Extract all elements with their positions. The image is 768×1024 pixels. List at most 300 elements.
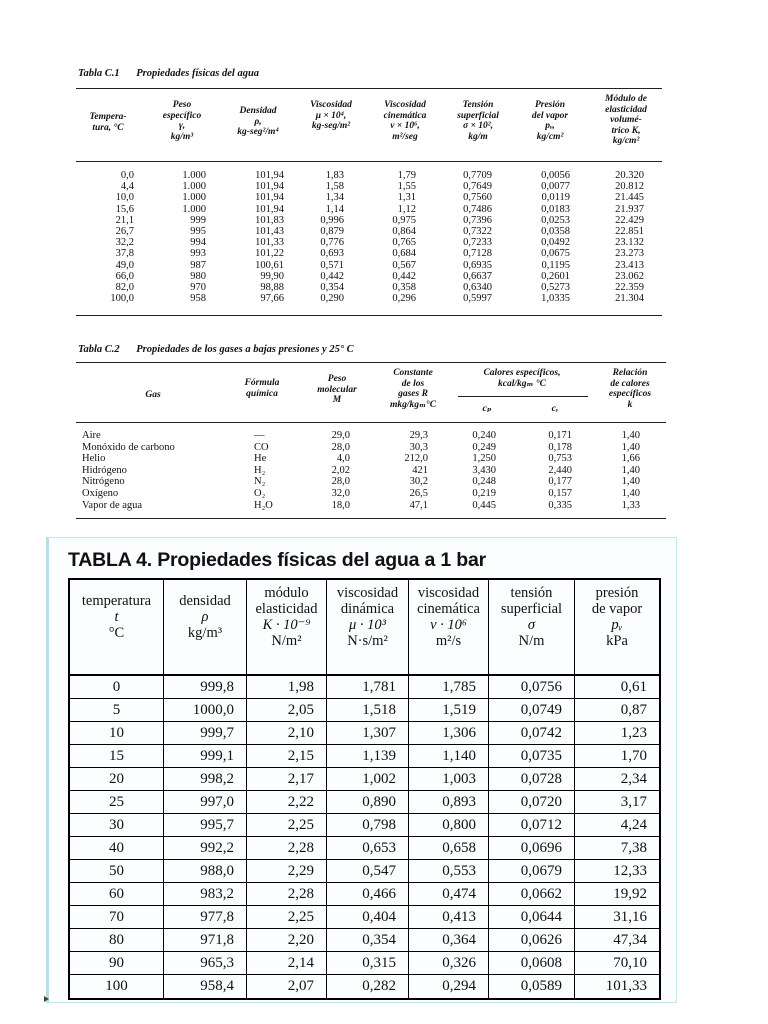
table-cell: 958,4: [164, 975, 247, 998]
table-cell: 0,7649: [463, 181, 492, 193]
table-cell: 2,14: [247, 952, 327, 974]
table-cell: 0,282: [327, 975, 409, 998]
table-cell: 958: [190, 293, 206, 305]
header-line: γ,: [178, 121, 186, 131]
table-cell: 977,8: [164, 906, 247, 928]
table-cell: 0,61: [620, 679, 647, 695]
table-cell: 0,776: [320, 237, 344, 249]
table-cell: 22.359: [615, 282, 644, 293]
table-cell: 101,33: [605, 978, 647, 994]
table-cell: 0,474: [409, 883, 489, 905]
table-cell: 20: [70, 768, 164, 790]
table-row: [70, 860, 659, 883]
table-cell: 4,24: [620, 817, 647, 833]
table-cell: Hidrógeno: [82, 464, 127, 476]
table-cell: 1.000: [182, 181, 206, 193]
table-cell: 0,7560: [463, 192, 492, 204]
table-row: [70, 975, 659, 998]
table-cell: Helio: [82, 453, 106, 465]
header-line: cinemática: [383, 110, 427, 121]
table-cell: 50: [70, 860, 164, 882]
table-cell: 0,975: [392, 214, 416, 226]
table-cell: 0,0644: [489, 906, 575, 928]
tabla-c1-header-cell: [588, 94, 664, 147]
table-cell: 0,442: [320, 270, 344, 282]
table-row: [70, 883, 659, 906]
table-row: [70, 952, 659, 975]
table-cell: 5: [70, 699, 164, 721]
header-line: ν × 10⁶,: [390, 121, 420, 131]
table-cell: 0,0720: [489, 791, 575, 813]
table-cell: 999: [190, 214, 206, 226]
table-cell: 999,1: [164, 745, 247, 767]
table-cell: 2,17: [247, 768, 327, 790]
table-cell: 0,0662: [489, 883, 575, 905]
tabla-4-header-cell: [575, 580, 659, 674]
table-cell: 1,40: [621, 441, 640, 453]
header-line: Viscosidad: [384, 100, 426, 110]
table-cell: 997,0: [164, 791, 247, 813]
table-cell: 0,0358: [541, 226, 570, 237]
table-cell: Monóxido de carbono: [82, 441, 175, 453]
table-cell: 0,879: [320, 226, 344, 237]
table-cell: 26,5: [409, 488, 428, 499]
header-line: elasticidad: [605, 104, 647, 115]
table-cell: 0,364: [409, 929, 489, 951]
header-line: kg/m: [468, 131, 488, 142]
table-row: [76, 248, 662, 259]
table-cell: 0,996: [320, 214, 344, 226]
table-cell: 1,14: [325, 203, 344, 215]
table-cell: 101,83: [255, 214, 284, 226]
table-cell: 1,306: [409, 722, 489, 744]
header-line: σ × 10²,: [462, 121, 493, 131]
table-cell: 15: [70, 745, 164, 767]
table-row: [76, 226, 662, 237]
header-line: del vapor: [531, 110, 569, 121]
table-cell: 1,0335: [541, 293, 570, 305]
table-cell: 0,296: [392, 293, 416, 305]
table-cell: 421: [412, 464, 428, 476]
table-cell: 21.304: [615, 293, 644, 305]
table-cell: 0,0: [120, 170, 134, 181]
table-row: [76, 181, 662, 192]
table-cell: 60: [70, 883, 164, 905]
table-cell: 29,0: [331, 430, 350, 441]
table-cell: 1,781: [327, 676, 409, 698]
table-cell: 1,98: [247, 676, 327, 698]
table-cell: 2,07: [247, 975, 327, 998]
tabla-c1-header-cell: [514, 100, 586, 142]
table-cell: 0,0696: [489, 837, 575, 859]
table-cell: 80: [70, 929, 164, 951]
header-line: presión: [595, 585, 639, 601]
header-line: Constante: [393, 368, 433, 378]
table-cell: 0,753: [548, 453, 572, 465]
tabla-4-grid: [68, 578, 661, 1000]
table-cell: 0,0056: [541, 170, 570, 181]
table-cell: 23.273: [615, 248, 644, 260]
table-cell: 21.445: [615, 192, 644, 204]
table-cell: H₂O: [254, 499, 273, 511]
header-line: volumé-: [610, 115, 642, 125]
table-cell: 1,518: [327, 699, 409, 721]
table-cell: 82,0: [115, 282, 134, 293]
header-unit: N/m²: [271, 633, 302, 649]
header-unit: m²/s: [435, 633, 462, 649]
table-cell: 0,354: [327, 929, 409, 951]
table-cell: 1,40: [621, 476, 640, 488]
tabla-c1-header-cell: [294, 100, 368, 132]
table-cell: 1,250: [472, 453, 496, 465]
table-cell: 20.812: [615, 181, 644, 193]
table-cell: 21.937: [615, 203, 644, 215]
table-cell: 1,003: [409, 768, 489, 790]
header-line: k: [627, 399, 633, 410]
table-cell: 2,440: [548, 464, 572, 476]
table-cell: 980: [190, 270, 206, 282]
table-cell: 90: [70, 952, 164, 974]
table-cell: 0,354: [320, 282, 344, 293]
header-line: módulo: [264, 585, 309, 601]
table-cell: 995,7: [164, 814, 247, 836]
table-cell: 23.413: [615, 259, 644, 271]
table-cell: 25: [70, 791, 164, 813]
table-cell: 2,28: [247, 837, 327, 859]
header-line: elasticidad: [255, 601, 318, 617]
table-cell: 0,7233: [463, 237, 492, 249]
header-line: viscosidad: [336, 585, 399, 601]
table-cell: 998,2: [164, 768, 247, 790]
table-cell: 1,23: [620, 725, 647, 741]
table-cell: 7,38: [620, 840, 647, 856]
table-cell: 0,294: [409, 975, 489, 998]
header-line: Fórmula: [244, 378, 280, 388]
table-row: [78, 430, 666, 441]
table-cell: 0,0728: [489, 768, 575, 790]
table-cell: 0,0742: [489, 722, 575, 744]
header-symbol: t: [114, 609, 119, 625]
table-row: [70, 745, 659, 768]
table-cell: 23.132: [615, 237, 644, 249]
header-unit: kg/m³: [187, 625, 223, 641]
header-line: densidad: [179, 593, 231, 609]
table-cell: 1.000: [182, 170, 206, 181]
header-line: específico: [162, 110, 202, 121]
table-cell: 1,12: [397, 203, 416, 215]
table-cell: 0,442: [392, 270, 416, 282]
header-unit: N·s/m²: [347, 633, 388, 649]
table-cell: 0,248: [472, 476, 496, 488]
table-row: [76, 192, 662, 203]
table-cell: 99,90: [260, 270, 284, 282]
header-line: de vapor: [591, 601, 643, 617]
table-row: [76, 271, 662, 282]
table-cell: 66,0: [115, 270, 134, 282]
header-line: dinámica: [340, 601, 395, 617]
table-cell: 0,0492: [541, 237, 570, 249]
table-cell: 0,6935: [463, 259, 492, 271]
header-line: Tempera-: [89, 112, 127, 122]
table-cell: 101,43: [255, 226, 284, 237]
header-line: Viscosidad: [310, 100, 352, 110]
table-row: [76, 282, 662, 293]
corner-mark: [44, 996, 49, 1002]
table-cell: 3,430: [472, 464, 496, 476]
table-cell: 101,94: [255, 170, 284, 181]
table-cell: 0,798: [327, 814, 409, 836]
table-cell: 3,17: [620, 794, 647, 810]
table-cell: 2,29: [247, 860, 327, 882]
table-cell: 0,547: [327, 860, 409, 882]
table-cell: 0,171: [548, 430, 572, 441]
table-cell: 10,0: [115, 192, 134, 204]
header-line: kg-seg²/m⁴: [237, 127, 279, 137]
table-cell: 2,25: [247, 906, 327, 928]
table-cell: 0: [70, 676, 164, 698]
table-cell: 0,0626: [489, 929, 575, 951]
header-line: Densidad: [239, 106, 277, 116]
table-cell: 970: [190, 282, 206, 293]
table-cell: 0,0712: [489, 814, 575, 836]
table-cell: 19,92: [613, 886, 647, 902]
tabla-c2-bottom-rule: [76, 518, 666, 519]
header-line: m²/seg: [392, 131, 418, 142]
table-row: [70, 906, 659, 929]
header-line: química: [246, 388, 278, 399]
tabla-c2-top-rule: [76, 362, 666, 363]
table-cell: 28,0: [331, 441, 350, 453]
tabla-c2-header-relacion: [594, 368, 666, 410]
table-cell: 0,0253: [541, 214, 570, 226]
table-cell: 0,0119: [541, 192, 570, 204]
tabla-4-header-cell: [70, 580, 164, 674]
header-line: kg/cm²: [612, 136, 640, 146]
header-line: trico K,: [611, 125, 641, 136]
table-cell: 23.062: [615, 270, 644, 282]
table-cell: 101,94: [255, 203, 284, 215]
table-cell: 1,002: [327, 768, 409, 790]
table-row: [76, 237, 662, 248]
table-cell: 0,653: [327, 837, 409, 859]
table-cell: 1,70: [620, 748, 647, 764]
table-cell: 47,1: [409, 499, 428, 511]
header-line: Peso: [327, 374, 347, 384]
tabla-4-title: TABLA 4. Propiedades físicas del agua a 1 bar: [68, 549, 486, 571]
tabla-c1-caption: Propiedades físicas del agua: [136, 68, 260, 79]
table-cell: 0,800: [409, 814, 489, 836]
header-line: molecular: [317, 384, 357, 395]
header-line: Presión: [534, 100, 566, 110]
table-row: [76, 170, 662, 181]
table-cell: 0,290: [320, 293, 344, 305]
table-cell: 1,31: [397, 192, 416, 204]
table-cell: 1,307: [327, 722, 409, 744]
tabla-c2-header-cp: cₚ: [482, 404, 492, 414]
header-line: tensión: [510, 585, 553, 601]
header-line: Peso: [172, 100, 192, 110]
header-symbol: K · 10⁻⁹: [262, 617, 311, 633]
tabla-c2-header-cv: cᵥ: [551, 404, 559, 414]
table-cell: 10: [70, 722, 164, 744]
table-cell: 101,94: [255, 192, 284, 204]
table-row: [70, 722, 659, 745]
table-row: [76, 293, 662, 304]
header-line: μ × 10⁴,: [315, 110, 347, 121]
tabla-c1-header-cell: [222, 106, 294, 138]
table-row: [70, 699, 659, 722]
table-cell: 1,55: [397, 181, 416, 193]
table-cell: 0,693: [320, 248, 344, 260]
table-cell: 0,0679: [489, 860, 575, 882]
tabla-c1-title: [78, 68, 259, 79]
table-cell: 4,0: [336, 453, 350, 465]
table-cell: 0,7396: [463, 214, 492, 226]
table-cell: 0,404: [327, 906, 409, 928]
header-line: Tensión: [462, 100, 494, 110]
header-symbol: μ · 10³: [348, 617, 386, 633]
tabla-c1-header-cell: [140, 100, 224, 142]
table-cell: 999,7: [164, 722, 247, 744]
table-cell: 98,88: [260, 282, 284, 293]
table-cell: 0,87: [620, 702, 647, 718]
table-cell: 1000,0: [164, 699, 247, 721]
table-cell: 0,177: [548, 476, 572, 488]
table-row: [78, 465, 666, 476]
table-row: [70, 929, 659, 952]
table-cell: 37,8: [115, 248, 134, 260]
table-cell: 97,66: [260, 293, 284, 305]
table-cell: 47,34: [613, 932, 647, 948]
table-cell: 983,2: [164, 883, 247, 905]
table-cell: 22.429: [615, 214, 644, 226]
table-cell: He: [254, 453, 267, 465]
table-cell: 101,22: [255, 248, 284, 260]
table-row: [76, 204, 662, 215]
table-cell: —: [254, 430, 265, 441]
table-cell: 40: [70, 837, 164, 859]
table-row: [76, 260, 662, 271]
tabla-c2-header-gas: Gas: [145, 390, 161, 400]
table-cell: 0,240: [472, 430, 496, 441]
table-cell: 1,33: [621, 499, 640, 511]
table-cell: 31,16: [613, 909, 647, 925]
table-cell: 0,7322: [463, 226, 492, 237]
header-line: tura, °C: [92, 122, 124, 133]
table-cell: 32,2: [115, 237, 134, 249]
table-row: [78, 453, 666, 464]
table-cell: 1,79: [397, 170, 416, 181]
table-cell: 0,219: [472, 488, 496, 499]
table-cell: 1,139: [327, 745, 409, 767]
table-cell: 101,94: [255, 181, 284, 193]
table-cell: 0,445: [472, 499, 496, 511]
header-line: pᵥ,: [545, 121, 555, 131]
table-cell: N₂: [254, 476, 266, 488]
table-cell: 30,3: [409, 441, 428, 453]
tabla-4-header-cell: [489, 580, 575, 674]
tabla-c2-calores-rule: [458, 396, 588, 397]
header-line: gases R: [398, 389, 428, 399]
tabla-c2-title: [78, 344, 354, 355]
table-cell: 0,0756: [489, 676, 575, 698]
table-cell: 0,315: [327, 952, 409, 974]
table-cell: 0,684: [392, 248, 416, 260]
table-cell: 1,66: [621, 453, 640, 465]
table-row: [70, 791, 659, 814]
table-cell: 0,553: [409, 860, 489, 882]
table-cell: 2,10: [247, 722, 327, 744]
table-cell: 21,1: [115, 214, 134, 226]
tabla-c1-top-rule: [76, 88, 662, 89]
header-line: ρ,: [254, 116, 262, 127]
header-line: superficial: [457, 110, 499, 121]
table-cell: 101,33: [255, 237, 284, 249]
table-cell: 2,20: [247, 929, 327, 951]
header-unit: N/m: [518, 633, 545, 649]
table-cell: 0,567: [392, 259, 416, 271]
table-cell: 4,4: [120, 181, 134, 193]
table-row: [78, 442, 666, 453]
table-cell: 0,1195: [541, 259, 570, 271]
table-row: [76, 215, 662, 226]
table-cell: 18,0: [331, 499, 350, 511]
table-cell: 32,0: [331, 488, 350, 499]
header-line: cinemática: [417, 601, 480, 617]
table-cell: 0,0589: [489, 975, 575, 998]
table-cell: H₂: [254, 464, 266, 476]
table-cell: 1,40: [621, 464, 640, 476]
table-cell: 2,34: [620, 771, 647, 787]
table-cell: 0,7486: [463, 203, 492, 215]
header-line: temperatura: [81, 593, 152, 609]
table-cell: 994: [190, 237, 206, 249]
table-cell: 100,61: [255, 259, 284, 271]
table-cell: 0,890: [327, 791, 409, 813]
table-cell: 0,893: [409, 791, 489, 813]
table-cell: 26,7: [115, 226, 134, 237]
table-cell: 0,6637: [463, 270, 492, 282]
table-cell: 2,05: [247, 699, 327, 721]
table-row: [70, 814, 659, 837]
table-cell: 20.320: [615, 170, 644, 181]
tabla-c2-header-calores: [452, 368, 592, 389]
table-cell: Oxígeno: [82, 488, 119, 499]
table-row: [70, 837, 659, 860]
table-cell: 1,140: [409, 745, 489, 767]
table-cell: 0,0183: [541, 203, 570, 215]
table-cell: 0,249: [472, 441, 496, 453]
tabla-c1-header-cell: [442, 100, 514, 142]
table-cell: 1,785: [409, 676, 489, 698]
header-unit: kPa: [606, 633, 628, 649]
table-cell: 0,0608: [489, 952, 575, 974]
table-cell: 0,0735: [489, 745, 575, 767]
table-cell: 28,0: [331, 476, 350, 488]
table-cell: O₂: [254, 488, 266, 499]
table-cell: 0,864: [392, 226, 416, 237]
header-line: viscosidad: [417, 585, 480, 601]
table-cell: 12,33: [613, 863, 647, 879]
header-line: Módulo de: [605, 94, 647, 104]
table-cell: 30,2: [409, 476, 428, 488]
table-cell: 49,0: [115, 259, 134, 271]
header-symbol: ρ: [201, 609, 209, 625]
table-cell: Vapor de agua: [82, 499, 143, 511]
table-cell: 987: [190, 259, 206, 271]
table-cell: 995: [190, 226, 206, 237]
table-row: [78, 476, 666, 487]
